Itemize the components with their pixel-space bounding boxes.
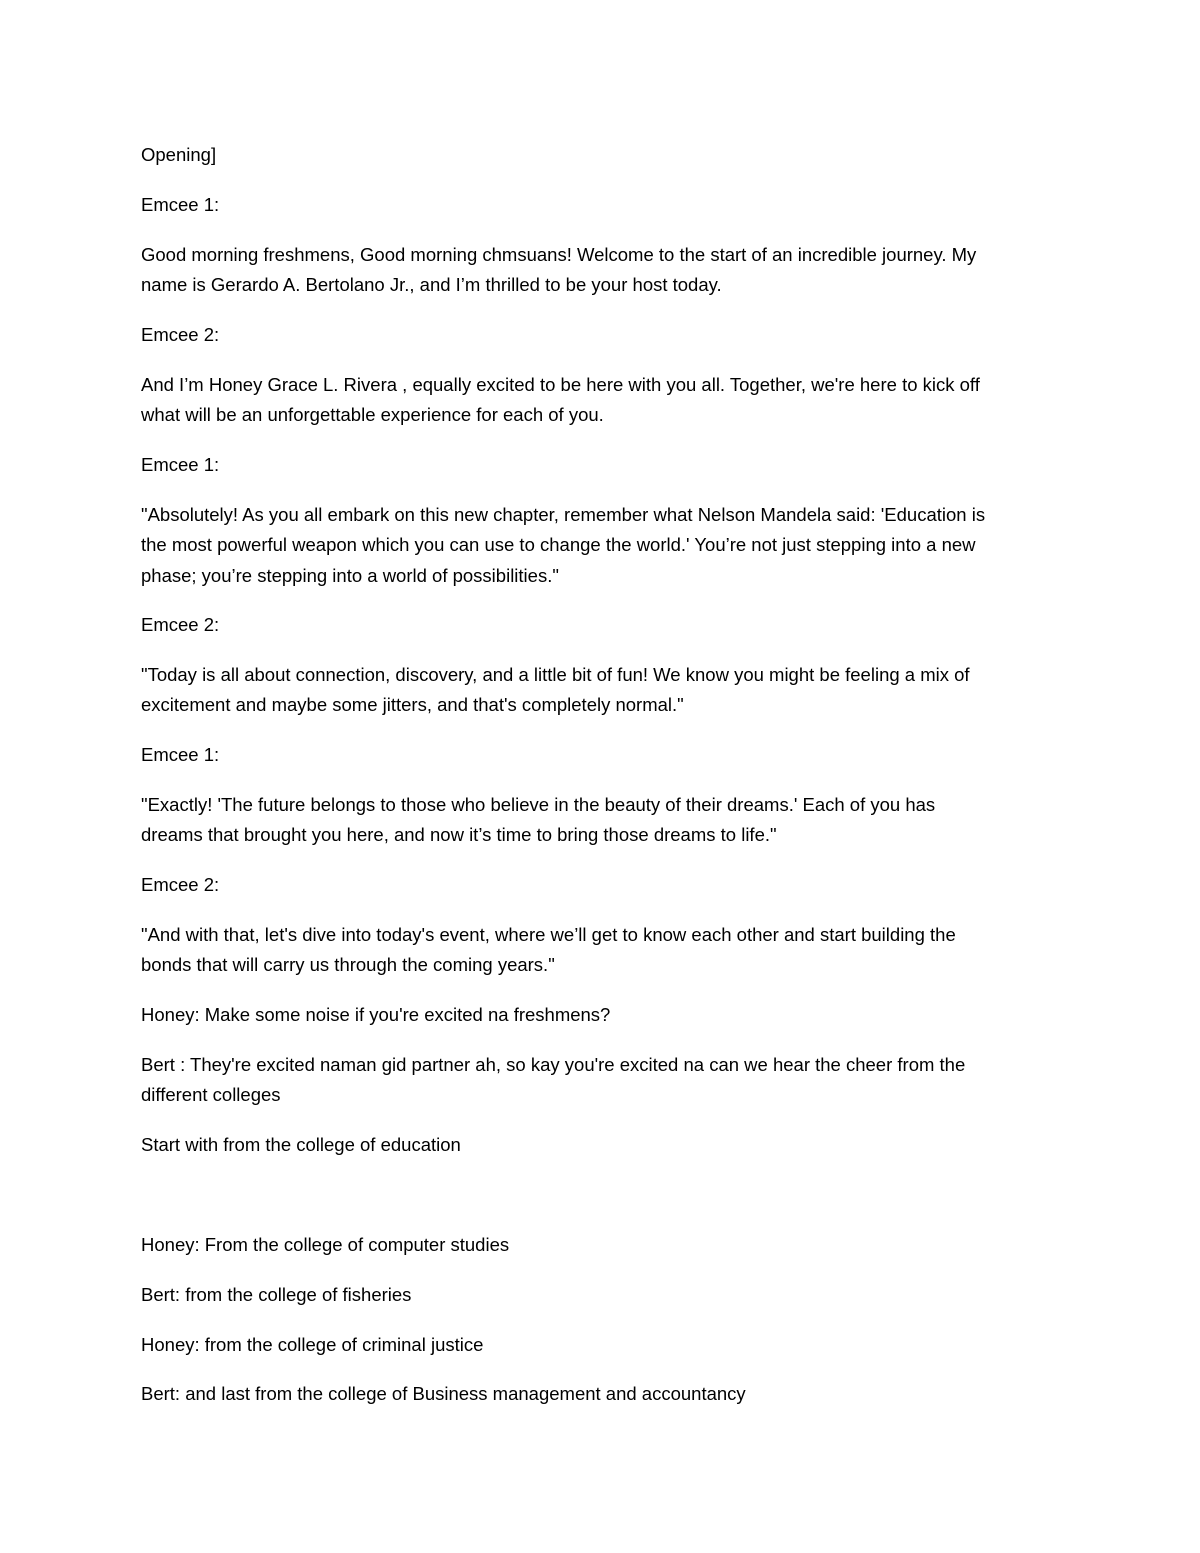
- paragraph-line: And I’m Honey Grace L. Rivera , equally excited to be here with you all. Together, we're here to kick off: [141, 374, 980, 395]
- dialogue-line: Start with from the college of education: [141, 1134, 461, 1155]
- dialogue-line: Bert : They're excited naman gid partner ah, so kay you're excited na can we hear the cheer from the: [141, 1054, 966, 1075]
- speaker-label: Emcee 1:: [141, 454, 220, 475]
- speaker-label: Emcee 1:: [141, 194, 220, 215]
- dialogue-line: Honey: from the college of criminal justice: [141, 1334, 484, 1355]
- dialogue-line: different colleges: [141, 1084, 281, 1105]
- section-heading: Opening]: [141, 144, 217, 165]
- speaker-label: Emcee 2:: [141, 614, 220, 635]
- paragraph-line: the most powerful weapon which you can use to change the world.' You’re not just stepping into a new: [141, 534, 976, 555]
- dialogue-line: Honey: Make some noise if you're excited na freshmens?: [141, 1004, 611, 1025]
- speaker-label: Emcee 2:: [141, 324, 220, 345]
- paragraph-line: dreams that brought you here, and now it’s time to bring those dreams to life.": [141, 824, 777, 845]
- speaker-label: Emcee 1:: [141, 744, 220, 765]
- dialogue-line: Honey: From the college of computer studies: [141, 1234, 510, 1255]
- paragraph-line: "Absolutely! As you all embark on this new chapter, remember what Nelson Mandela said: 'Education is: [141, 504, 986, 525]
- paragraph-line: "Exactly! 'The future belongs to those who believe in the beauty of their dreams.' Each of you has: [141, 794, 936, 815]
- dialogue-line: Bert: and last from the college of Business management and accountancy: [141, 1383, 746, 1404]
- paragraph-line: bonds that will carry us through the coming years.": [141, 954, 555, 975]
- paragraph-line: Good morning freshmens, Good morning chmsuans! Welcome to the start of an incredible journey. My: [141, 244, 977, 265]
- paragraph-line: excitement and maybe some jitters, and that's completely normal.": [141, 694, 684, 715]
- paragraph-line: what will be an unforgettable experience for each of you.: [141, 404, 604, 425]
- paragraph-line: name is Gerardo A. Bertolano Jr., and I’m thrilled to be your host today.: [141, 274, 722, 295]
- paragraph-line: phase; you’re stepping into a world of possibilities.": [141, 565, 559, 586]
- paragraph-line: "And with that, let's dive into today's event, where we’ll get to know each other and start building the: [141, 924, 956, 945]
- dialogue-line: Bert: from the college of fisheries: [141, 1284, 412, 1305]
- speaker-label: Emcee 2:: [141, 874, 220, 895]
- paragraph-line: "Today is all about connection, discovery, and a little bit of fun! We know you might be feeling a mix of: [141, 664, 970, 685]
